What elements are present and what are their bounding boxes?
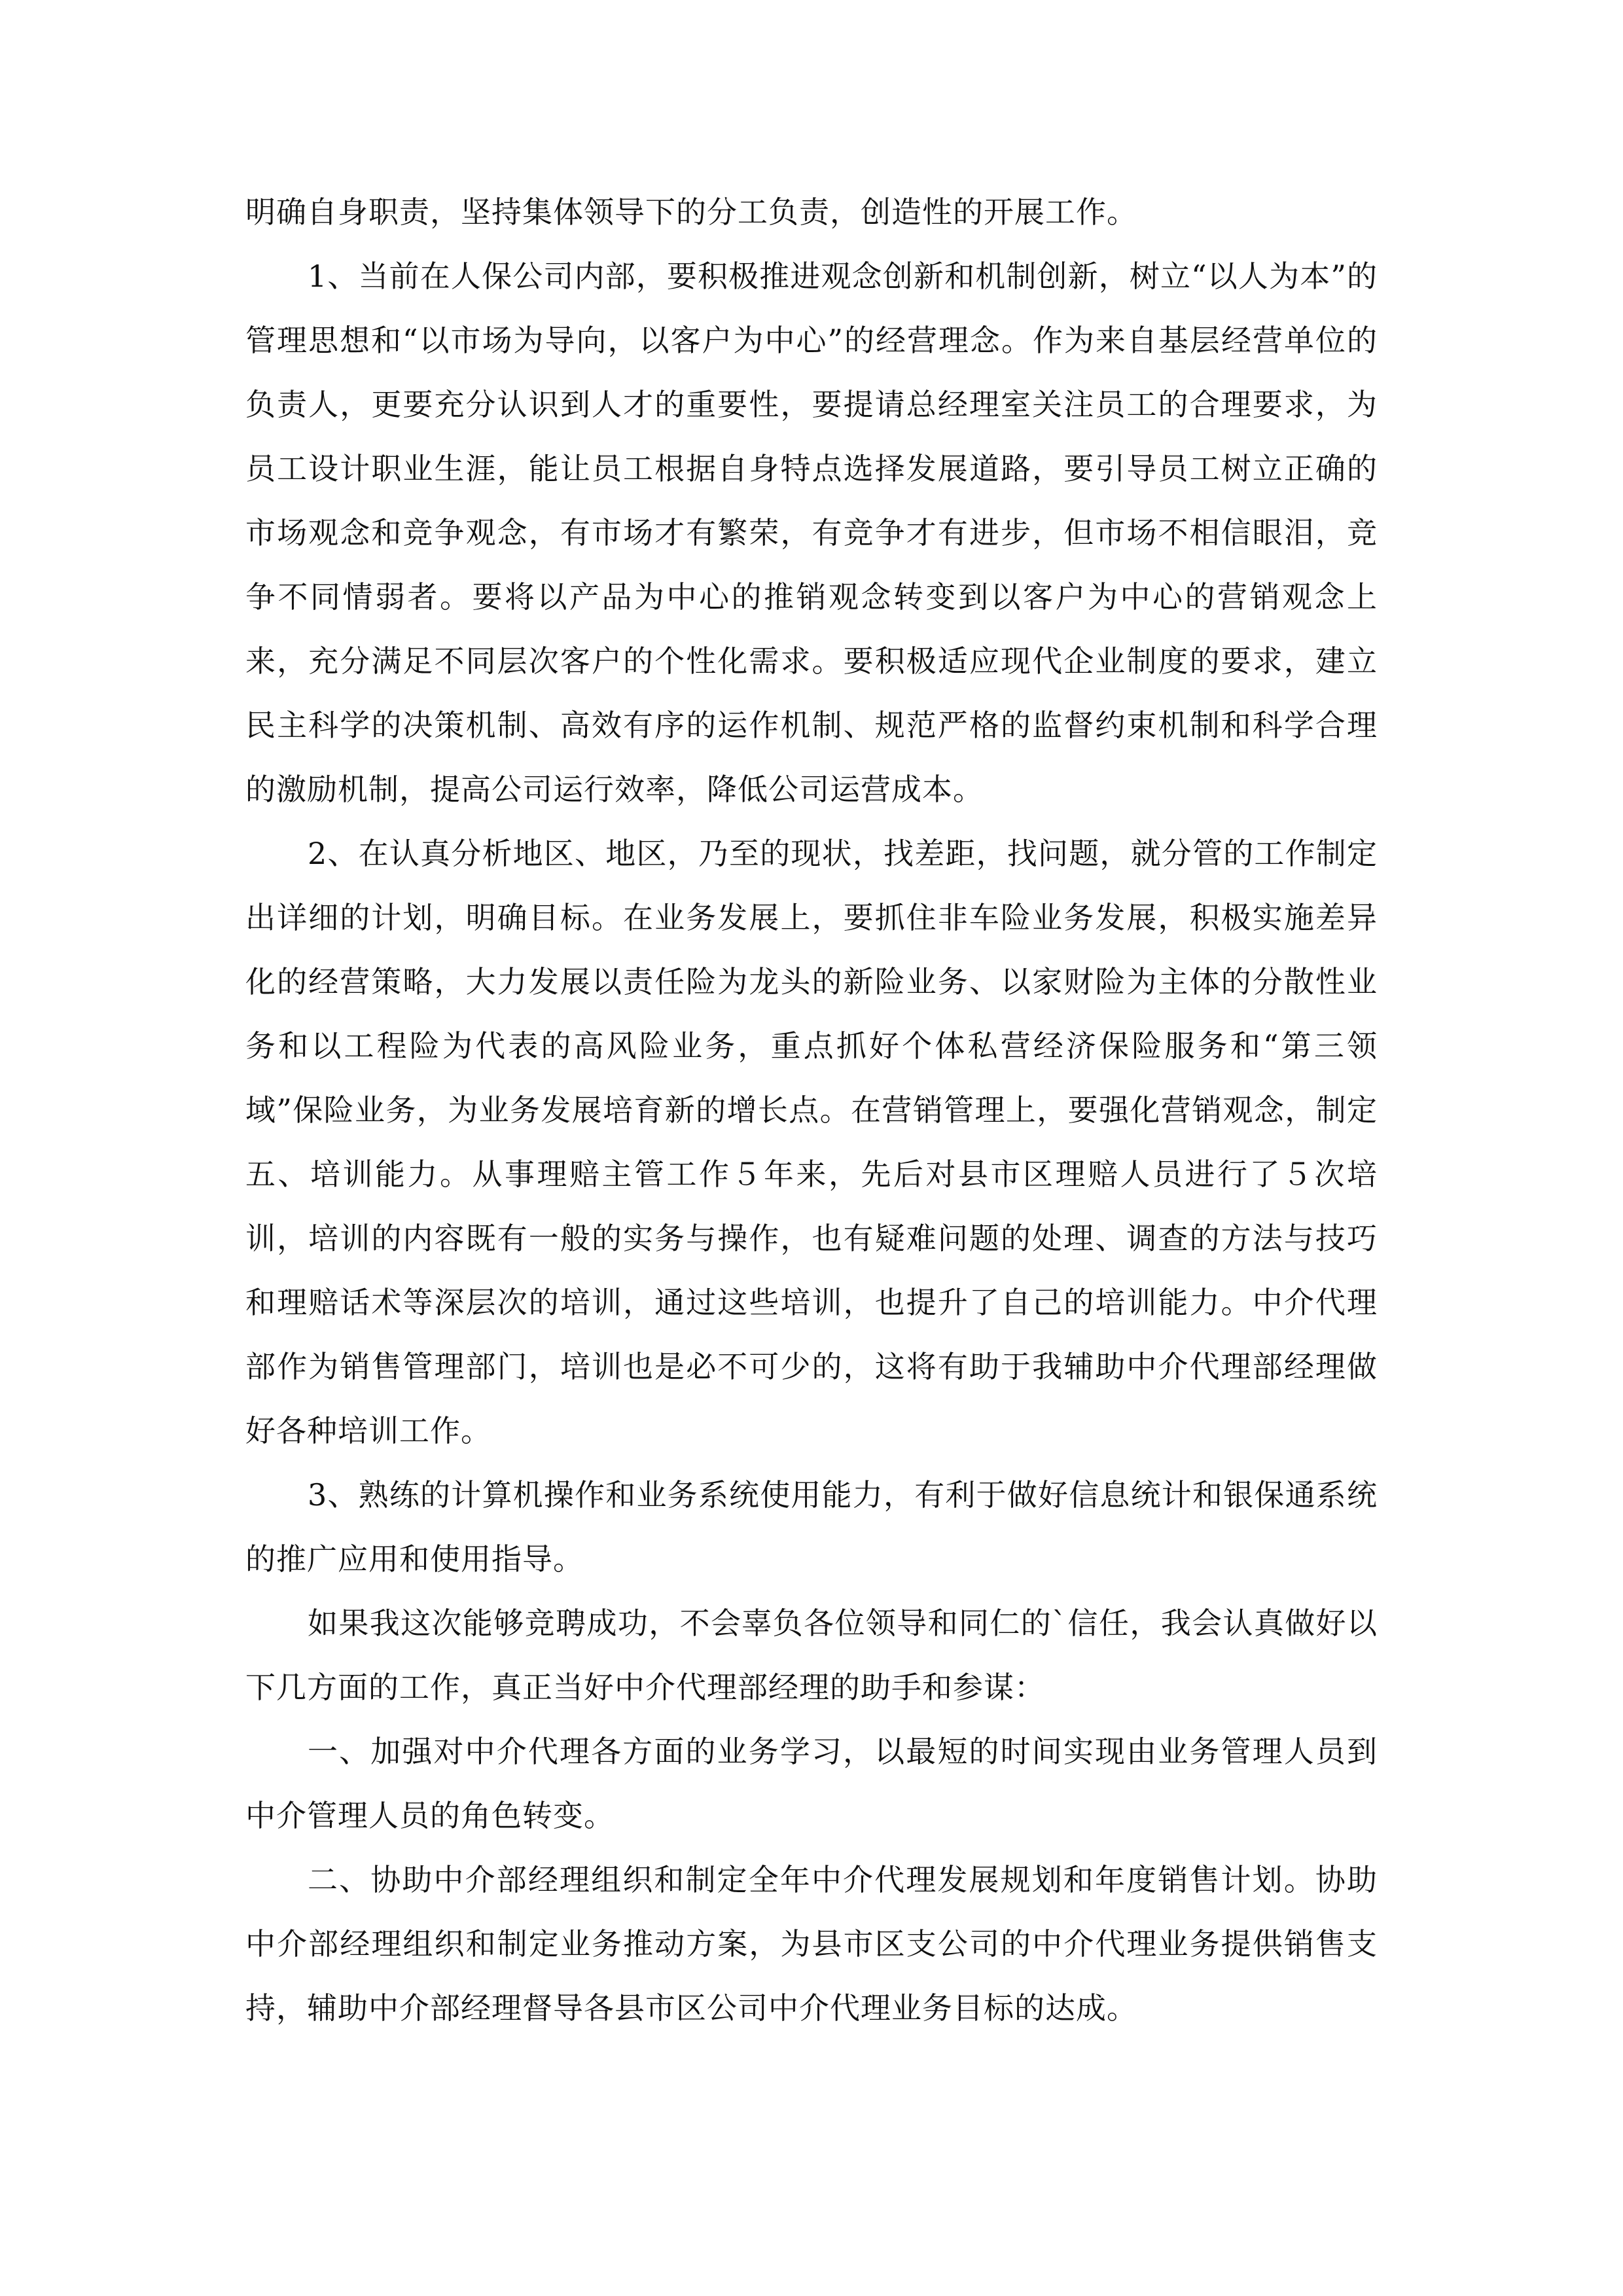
paragraph-commitment: 如果我这次能够竞聘成功，不会辜负各位领导和同仁的`信任，我会认真做好以下几方面的工作，真正当好中介代理部经理的助手和参谋： [245, 1605, 1378, 1705]
paragraph-item-1: 1、当前在人保公司内部，要积极推进观念创新和机制创新，树立“以人为本”的管理思想和“以市场为导向，以客户为中心”的经营理念。作为来自基层经营单位的负责人，更要充分认识到人才的重要性，要提请总经理室关注员工的合理要求，为员工设计职业生涯，能让员工根据自身特点选择发展道路，要引导员工树立正确的市场观念和竞争观念，有市场才有繁荣，有竞争才有进步，但市场不相信眼泪，竞争不同情弱者。要将以产品为中心的推销观念转变到以客户为中心的营销观念上来，充分满足不同层次客户的个性化需求。要积极适应现代企业制度的要求，建立民主科学的决策机制、高效有序的运作机制、规范严格的监督约束机制和科学合理的激励机制，提高公司运行效率，降低公司运营成本。 [245, 259, 1378, 807]
paragraph-plan-1: 一、加强对中介代理各方面的业务学习，以最短的时间实现由业务管理人员到中介管理人员的角色转变。 [245, 1734, 1378, 1833]
paragraph-plan-2: 二、协助中介部经理组织和制定全年中介代理发展规划和年度销售计划。协助中介部经理组织和制定业务推动方案，为县市区支公司的中介代理业务提供销售支持，辅助中介部经理督导各县市区公司中介代理业务目标的达成。 [245, 1862, 1378, 2026]
paragraph-item-2: 2、在认真分析地区、地区，乃至的现状，找差距，找问题，就分管的工作制定出详细的计划，明确目标。在业务发展上，要抓住非车险业务发展，积极实施差异化的经营策略，大力发展以责任险为龙头的新险业务、以家财险为主体的分散性业务和以工程险为代表的高风险业务，重点抓好个体私营经济保险服务和“第三领域”保险业务，为业务发展培育新的增长点。在营销管理上，要强化营销观念，制定五、培训能力。从事理赔主管工作５年来，先后对县市区理赔人员进行了５次培训，培训的内容既有一般的实务与操作，也有疑难问题的处理、调查的方法与技巧和理赔话术等深层次的培训，通过这些培训，也提升了自己的培训能力。中介代理部作为销售管理部门，培训也是必不可少的，这将有助于我辅助中介代理部经理做好各种培训工作。 [245, 836, 1378, 1448]
document-body [245, 180, 1378, 2040]
paragraph-item-3: 3、熟练的计算机操作和业务系统使用能力，有利于做好信息统计和银保通系统的推广应用和使用指导。 [245, 1477, 1378, 1577]
paragraph-continuation: 明确自身职责，坚持集体领导下的分工负责，创造性的开展工作。 [245, 194, 1137, 230]
